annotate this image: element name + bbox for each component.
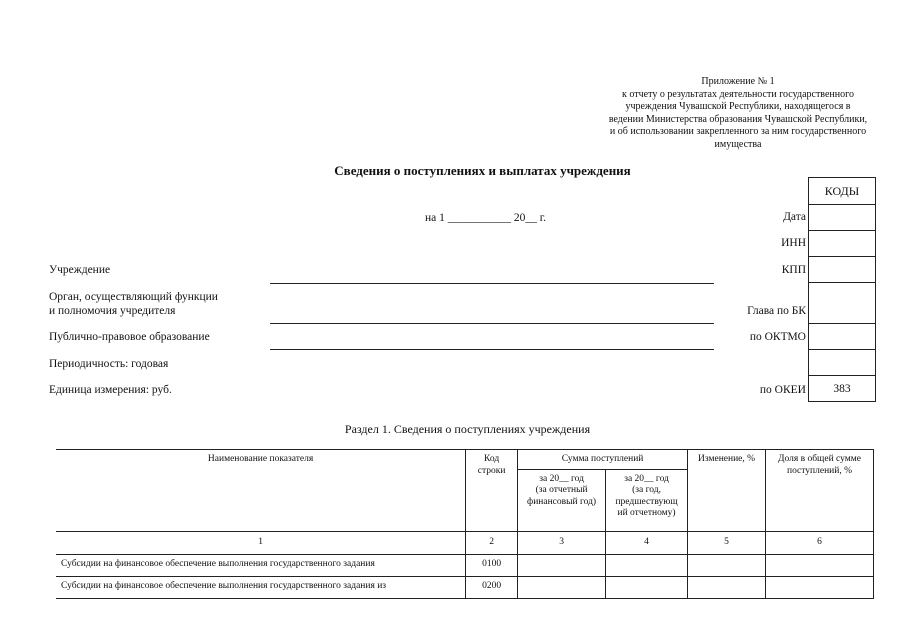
code-cell-oktmo[interactable] [809, 324, 875, 350]
code-label-oktmo: по ОКТМО [749, 331, 806, 343]
header-name: Наименование показателя [56, 450, 466, 532]
header-sum-current [518, 469, 606, 531]
document-title: Сведения о поступлениях и выплатах учреждения [334, 163, 631, 178]
code-label-okei: по ОКЕИ [759, 384, 806, 396]
code-cell-inn[interactable] [809, 231, 875, 257]
section-title: Раздел 1. Сведения о поступлениях учреждения [344, 422, 591, 436]
row-code: 0200 [466, 576, 518, 598]
header-share-l2: поступлений, % [786, 465, 853, 476]
header-sum: Сумма поступлений [518, 450, 688, 470]
appendix-line: Приложение № 1 [701, 76, 775, 87]
row-share[interactable] [766, 554, 874, 576]
code-label-inn: ИНН [781, 237, 806, 249]
code-cell-kpp[interactable] [809, 257, 875, 283]
institution-field[interactable] [270, 283, 714, 284]
appendix-line: ведении Министерства образования Чувашской Республики, [608, 113, 868, 125]
code-cell-bk[interactable] [809, 283, 875, 324]
column-number-row [56, 531, 874, 554]
periodicity-label: Периодичность: годовая [49, 358, 169, 370]
column-number: 5 [688, 531, 766, 554]
row-current-sum[interactable] [518, 554, 606, 576]
header-share-l1: Доля в общей сумме [778, 454, 861, 464]
appendix-line: и об использовании закрепленного за ним государственного [609, 126, 867, 138]
unit-label: Единица измерения: руб. [49, 384, 172, 396]
header-sum-current-l1: за 20__ год [539, 473, 584, 484]
header-sum-prev-l3: предшествующ [615, 496, 678, 507]
row-previous-sum[interactable] [606, 554, 688, 576]
code-cell-blank[interactable] [809, 350, 875, 376]
institution-label: Учреждение [49, 264, 111, 276]
code-cell-okei[interactable]: 383 [809, 376, 875, 402]
appendix-line: учреждения Чувашской Республики, находящегося в [625, 101, 851, 113]
public-entity-label: Публично-правовое образование [49, 331, 210, 343]
code-label-date: Дата [783, 211, 806, 223]
table-header-row [56, 450, 874, 470]
header-change: Изменение, % [688, 450, 766, 532]
row-current-sum[interactable] [518, 576, 606, 598]
header-code [466, 450, 518, 532]
header-sum-prev-l1: за 20__ год [624, 473, 669, 484]
founder-label-line1: Орган, осуществляющий функции [49, 291, 218, 303]
appendix-line: имущества [714, 138, 762, 150]
header-code-l1: Код [484, 454, 500, 464]
column-number: 2 [466, 531, 518, 554]
column-number: 3 [518, 531, 606, 554]
row-previous-sum[interactable] [606, 576, 688, 598]
header-sum-prev-l4: ий отчетному) [617, 508, 676, 518]
header-sum-previous [606, 469, 688, 531]
founder-field[interactable] [270, 323, 714, 324]
public-entity-field[interactable] [270, 349, 714, 350]
receipts-table [56, 449, 874, 599]
column-number: 1 [56, 531, 466, 554]
header-sum-prev-l2: (за год, [632, 485, 661, 495]
header-sum-current-l2: (за отчетный [535, 485, 588, 495]
table-row [56, 576, 874, 598]
row-name: Субсидии на финансовое обеспечение выполнения государственного задания [56, 554, 466, 576]
table-row [56, 554, 874, 576]
codes-header: КОДЫ [809, 178, 875, 205]
row-change[interactable] [688, 554, 766, 576]
codes-box [808, 177, 876, 402]
header-share [766, 450, 874, 532]
report-date-line: на 1 ___________ 20__ г. [425, 212, 547, 224]
header-code-l2: строки [477, 465, 506, 476]
row-name: Субсидии на финансовое обеспечение выполнения государственного задания из [56, 576, 466, 598]
appendix-line: к отчету о результатах деятельности государственного [622, 88, 854, 100]
row-code: 0100 [466, 554, 518, 576]
founder-label-line2: и полномочия учредителя [49, 305, 176, 317]
column-number: 4 [606, 531, 688, 554]
code-label-bk: Глава по БК [747, 305, 806, 317]
header-sum-current-l3: финансовый год) [527, 496, 597, 507]
row-share[interactable] [766, 576, 874, 598]
column-number: 6 [766, 531, 874, 554]
row-change[interactable] [688, 576, 766, 598]
code-cell-date[interactable] [809, 205, 875, 231]
appendix-note [560, 76, 905, 152]
code-label-kpp: КПП [781, 264, 806, 276]
